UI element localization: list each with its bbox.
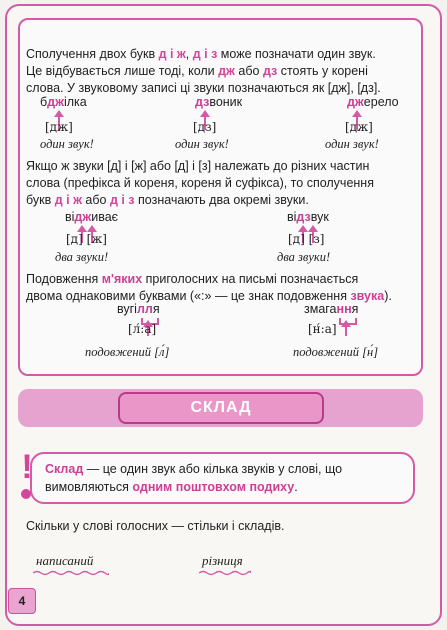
definition-line-2: вимовляються одним поштовхом подиху. (45, 480, 298, 494)
para2-line-2: слова (префікса й кореня, кореня й суфікса), то сполучення (26, 176, 374, 190)
transcription: [д] [з] (288, 232, 325, 246)
note-lengthened-n: подовжений [н́] (293, 345, 379, 359)
exclamation-dot-icon (21, 489, 31, 499)
transcription: [дж] (45, 120, 73, 134)
example-word-bdzhilka: бджілка (40, 95, 87, 109)
wavy-underline (33, 570, 109, 576)
note-one-sound: один звук! (325, 137, 379, 151)
transcription: [дж] (345, 120, 373, 134)
transcription: [д] [ж] (66, 232, 107, 246)
word-napysanyi: написаний (36, 553, 94, 568)
example-word-vidzvuk: відзвук (287, 210, 329, 224)
note-lengthened-l: подовжений [л́] (85, 345, 170, 359)
transcription: [н́:а] (308, 322, 337, 336)
arrow-up (345, 324, 347, 336)
definition-line-1: Склад — це один звук або кілька звуків у слові, що (45, 462, 343, 476)
example-word-dzherelo: джерело (347, 95, 399, 109)
note-one-sound: один звук! (175, 137, 229, 151)
syllable-rule: Скільки у слові голосних — стільки і складів. (26, 519, 285, 533)
transcription: [л́:а] (128, 322, 157, 336)
definition-box (30, 452, 415, 504)
note-two-sounds: два звуки! (277, 250, 331, 264)
para3-line-2: двома однаковими буквами («:» — це знак подовження звука). (26, 289, 392, 303)
section-title: СКЛАД (118, 392, 324, 424)
intro-line-3: слова. У звуковому записі ці звуки позначаються як [дж], [дз]. (26, 81, 381, 95)
example-word-dzvonyk: дзвоник (195, 95, 243, 109)
exclamation-icon: ! (21, 448, 33, 486)
example-word-zmahannia: змагання (304, 302, 359, 316)
transcription: [дз] (193, 120, 217, 134)
example-word-vidzhyvaie: відживає (65, 210, 119, 224)
page-number: 4 (8, 588, 36, 614)
wavy-underline (199, 570, 251, 576)
example-word-vuhillia: вугілля (117, 302, 160, 316)
note-one-sound: один звук! (40, 137, 94, 151)
note-two-sounds: два звуки! (55, 250, 109, 264)
para2-line-3: букв д і ж або д і з позначають два окремі звуки. (26, 193, 309, 207)
para3-line-1: Подовження м'яких приголосних на письмі позначається (26, 272, 359, 286)
intro-line-2: Це відбувається лише тоді, коли дж або дз стоять у корені (26, 64, 368, 78)
para2-line-1: Якщо ж звуки [д] і [ж] або [д] і [з] належать до різних частин (26, 159, 370, 173)
word-riznytsia: різниця (202, 553, 243, 568)
intro-line-1: Сполучення двох букв д і ж, д і з може позначати один звук. (26, 47, 376, 61)
